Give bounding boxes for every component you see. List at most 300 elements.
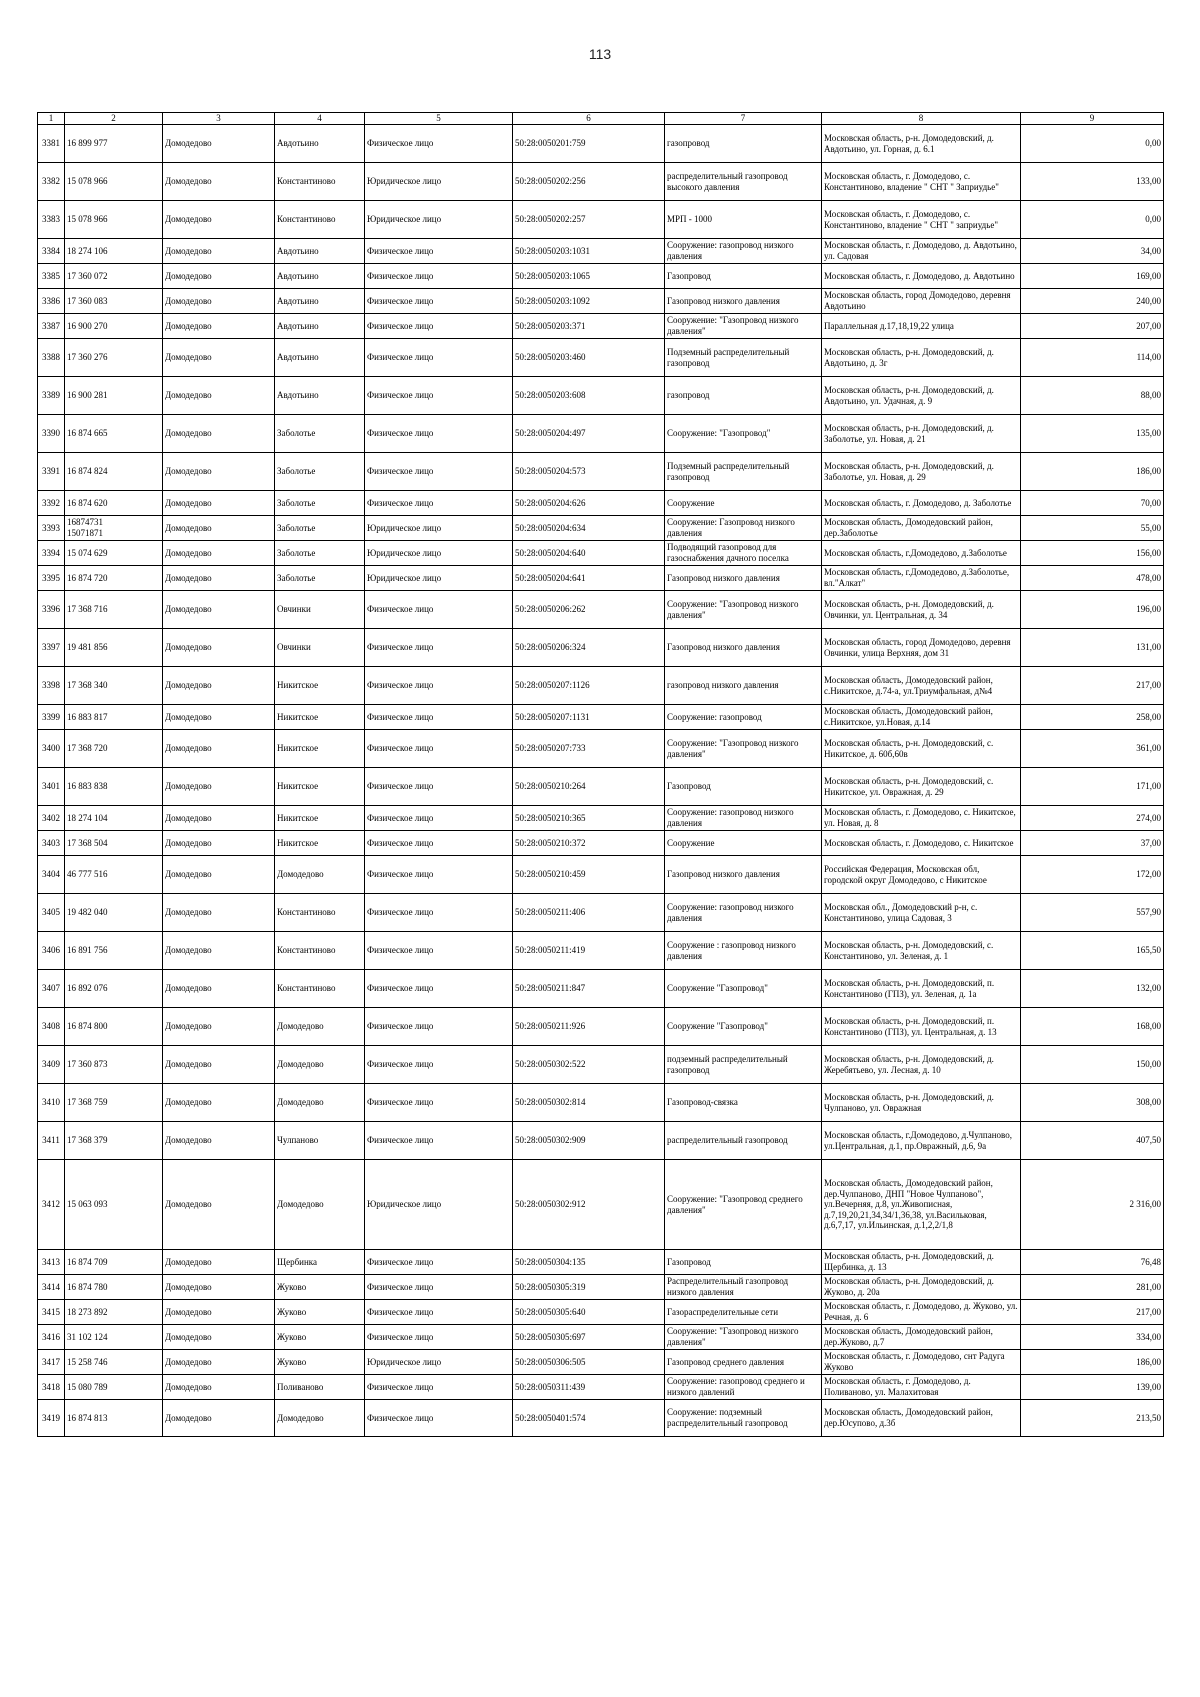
object-id: 17 360 083 (65, 289, 163, 314)
value-cell: 171,00 (1021, 768, 1164, 806)
value-cell: 334,00 (1021, 1325, 1164, 1350)
value-cell: 88,00 (1021, 377, 1164, 415)
object-id: 16 900 270 (65, 314, 163, 339)
district-cell: Домодедово (163, 289, 275, 314)
object-id: 19 481 856 (65, 629, 163, 667)
owner-type-cell: Физическое лицо (365, 730, 513, 768)
object-id: 15 074 629 (65, 541, 163, 566)
district-cell: Домодедово (163, 1046, 275, 1084)
value-cell: 217,00 (1021, 667, 1164, 705)
table-row (38, 1325, 1164, 1350)
owner-type-cell: Физическое лицо (365, 932, 513, 970)
value-cell: 308,00 (1021, 1084, 1164, 1122)
object-id: 16 874 665 (65, 415, 163, 453)
object-id: 46 777 516 (65, 856, 163, 894)
locality-cell: Константиново (275, 894, 365, 932)
cadastral-number-cell: 50:28:0050207:733 (513, 730, 665, 768)
value-cell: 150,00 (1021, 1046, 1164, 1084)
object-id: 16 874 780 (65, 1275, 163, 1300)
district-cell: Домодедово (163, 1375, 275, 1400)
cadastral-number-cell: 50:28:0050203:371 (513, 314, 665, 339)
object-id: 16 874 813 (65, 1400, 163, 1437)
row-number: 3385 (38, 264, 65, 289)
table-row (38, 264, 1164, 289)
table-row (38, 491, 1164, 516)
owner-type-cell: Физическое лицо (365, 1084, 513, 1122)
object-id: 17 368 716 (65, 591, 163, 629)
object-name-cell: Сооружение (665, 491, 822, 516)
address-cell: Московская область, город Домодедово, деревня Овчинки, улица Верхняя, дом 31 (822, 629, 1021, 667)
cadastral-number-cell: 50:28:0050211:419 (513, 932, 665, 970)
object-name-cell: Сооружение: газопровод среднего и низкого давлений (665, 1375, 822, 1400)
cadastral-number-cell: 50:28:0050210:372 (513, 831, 665, 856)
address-cell: Московская область, р-н. Домодедовский, п. Константиново (ГПЗ), ул. Зеленая, д. 1а (822, 970, 1021, 1008)
owner-type-cell: Юридическое лицо (365, 541, 513, 566)
value-cell: 186,00 (1021, 453, 1164, 491)
table-row (38, 541, 1164, 566)
address-cell: Московская область, р-н. Домодедовский, д. Жеребятьево, ул. Лесная, д. 10 (822, 1046, 1021, 1084)
district-cell: Домодедово (163, 1250, 275, 1275)
address-cell: Московская область, Домодедовский район, дер.Жуково, д.7 (822, 1325, 1021, 1350)
object-name-cell: Сооружение "Газопровод" (665, 1008, 822, 1046)
district-cell: Домодедово (163, 932, 275, 970)
object-id: 15 078 966 (65, 201, 163, 239)
object-name-cell: Сооружение: "Газопровод низкого давления" (665, 314, 822, 339)
cadastral-number-cell: 50:28:0050311:439 (513, 1375, 665, 1400)
table-row (38, 1084, 1164, 1122)
address-cell: Параллельная д.17,18,19,22 улица (822, 314, 1021, 339)
district-cell: Домодедово (163, 629, 275, 667)
address-cell: Московская область, г. Домодедово, д. Авдотьино (822, 264, 1021, 289)
locality-cell: Овчинки (275, 591, 365, 629)
locality-cell: Никитское (275, 806, 365, 831)
district-cell: Домодедово (163, 1008, 275, 1046)
owner-type-cell: Физическое лицо (365, 377, 513, 415)
column-header: 8 (822, 113, 1021, 125)
cadastral-number-cell: 50:28:0050211:406 (513, 894, 665, 932)
object-id: 17 360 072 (65, 264, 163, 289)
locality-cell: Домодедово (275, 856, 365, 894)
address-cell: Московская область, г. Домодедово, с. Константиново, владение " СНТ " Заприудье" (822, 163, 1021, 201)
object-name-cell: распределительный газопровод (665, 1122, 822, 1160)
locality-cell: Никитское (275, 705, 365, 730)
locality-cell: Авдотьино (275, 239, 365, 264)
locality-cell: Авдотьино (275, 339, 365, 377)
owner-type-cell: Физическое лицо (365, 1400, 513, 1437)
district-cell: Домодедово (163, 415, 275, 453)
owner-type-cell: Физическое лицо (365, 1250, 513, 1275)
address-cell: Московская область, г.Домодедово, д.Заболотье, вл."Алкат" (822, 566, 1021, 591)
address-cell: Московская область, г. Домодедово, д. Поливаново, ул. Малахитовая (822, 1375, 1021, 1400)
object-id: 17 368 379 (65, 1122, 163, 1160)
object-name-cell: Сооружение: подземный распределительный газопровод (665, 1400, 822, 1437)
cadastral-number-cell: 50:28:0050204:640 (513, 541, 665, 566)
object-id: 19 482 040 (65, 894, 163, 932)
value-cell: 169,00 (1021, 264, 1164, 289)
district-cell: Домодедово (163, 768, 275, 806)
object-name-cell: Газопровод среднего давления (665, 1350, 822, 1375)
cadastral-number-cell: 50:28:0050210:264 (513, 768, 665, 806)
locality-cell: Авдотьино (275, 289, 365, 314)
owner-type-cell: Физическое лицо (365, 264, 513, 289)
locality-cell: Никитское (275, 768, 365, 806)
row-number: 3389 (38, 377, 65, 415)
table-row (38, 201, 1164, 239)
object-id: 16 883 817 (65, 705, 163, 730)
value-cell: 186,00 (1021, 1350, 1164, 1375)
table-row (38, 1250, 1164, 1275)
value-cell: 557,90 (1021, 894, 1164, 932)
district-cell: Домодедово (163, 516, 275, 541)
locality-cell: Домодедово (275, 1084, 365, 1122)
owner-type-cell: Физическое лицо (365, 970, 513, 1008)
district-cell: Домодедово (163, 339, 275, 377)
row-number: 3383 (38, 201, 65, 239)
column-header: 9 (1021, 113, 1164, 125)
object-name-cell: Сооружение: газопровод низкого давления (665, 806, 822, 831)
object-id: 16 899 977 (65, 125, 163, 163)
address-cell: Московская область, г.Домодедово, д.Чулпаново, ул.Центральная, д.1, пр.Овражный, д.6, 9а (822, 1122, 1021, 1160)
address-cell: Московская область, р-н. Домодедовский, д. Авдотьино, ул. Горная, д. 6.1 (822, 125, 1021, 163)
object-name-cell: Сооружение: "Газопровод низкого давления" (665, 591, 822, 629)
value-cell: 361,00 (1021, 730, 1164, 768)
cadastral-number-cell: 50:28:0050202:256 (513, 163, 665, 201)
row-number: 3408 (38, 1008, 65, 1046)
table-row (38, 667, 1164, 705)
object-name-cell: газопровод (665, 125, 822, 163)
cadastral-number-cell: 50:28:0050203:1065 (513, 264, 665, 289)
owner-type-cell: Физическое лицо (365, 768, 513, 806)
row-number: 3412 (38, 1160, 65, 1250)
cadastral-number-cell: 50:28:0050211:847 (513, 970, 665, 1008)
address-cell: Московская область, Домодедовский район, дер.Заболотье (822, 516, 1021, 541)
table-row (38, 1300, 1164, 1325)
row-number: 3401 (38, 768, 65, 806)
value-cell: 213,50 (1021, 1400, 1164, 1437)
table-row (38, 1400, 1164, 1437)
locality-cell: Домодедово (275, 1008, 365, 1046)
owner-type-cell: Юридическое лицо (365, 1160, 513, 1250)
owner-type-cell: Физическое лицо (365, 831, 513, 856)
table-row (38, 932, 1164, 970)
address-cell: Московская область, р-н. Домодедовский, с. Никитское, д. 60б,60в (822, 730, 1021, 768)
table-row (38, 377, 1164, 415)
object-name-cell: Распределительный газопровод низкого давления (665, 1275, 822, 1300)
column-header: 6 (513, 113, 665, 125)
cadastral-number-cell: 50:28:0050206:324 (513, 629, 665, 667)
locality-cell: Чулпаново (275, 1122, 365, 1160)
cadastral-number-cell: 50:28:0050306:505 (513, 1350, 665, 1375)
locality-cell: Заболотье (275, 453, 365, 491)
locality-cell: Жуково (275, 1275, 365, 1300)
row-number: 3397 (38, 629, 65, 667)
object-name-cell: Сооружение: газопровод низкого давления (665, 239, 822, 264)
locality-cell: Авдотьино (275, 125, 365, 163)
row-number: 3394 (38, 541, 65, 566)
object-name-cell: Сооружение: "Газопровод низкого давления" (665, 1325, 822, 1350)
object-name-cell: Газопровод низкого давления (665, 856, 822, 894)
cadastral-number-cell: 50:28:0050302:912 (513, 1160, 665, 1250)
owner-type-cell: Физическое лицо (365, 1275, 513, 1300)
object-name-cell: МРП - 1000 (665, 201, 822, 239)
page-number: 113 (588, 46, 612, 62)
cadastral-number-cell: 50:28:0050305:319 (513, 1275, 665, 1300)
value-cell: 217,00 (1021, 1300, 1164, 1325)
registry-table (37, 112, 1164, 1437)
cadastral-number-cell: 50:28:0050302:522 (513, 1046, 665, 1084)
object-id: 18 273 892 (65, 1300, 163, 1325)
object-id: 15 063 093 (65, 1160, 163, 1250)
object-id: 16874731 15071871 (65, 516, 163, 541)
row-number: 3411 (38, 1122, 65, 1160)
row-number: 3407 (38, 970, 65, 1008)
table-row (38, 125, 1164, 163)
object-id: 18 274 104 (65, 806, 163, 831)
object-name-cell: Сооружение "Газопровод" (665, 970, 822, 1008)
table-row (38, 629, 1164, 667)
table-row (38, 314, 1164, 339)
object-id: 17 360 873 (65, 1046, 163, 1084)
owner-type-cell: Физическое лицо (365, 1300, 513, 1325)
locality-cell: Заболотье (275, 491, 365, 516)
row-number: 3391 (38, 453, 65, 491)
object-name-cell: Подземный распределительный газопровод (665, 453, 822, 491)
object-id: 17 368 340 (65, 667, 163, 705)
owner-type-cell: Физическое лицо (365, 1008, 513, 1046)
locality-cell: Заболотье (275, 566, 365, 591)
district-cell: Домодедово (163, 377, 275, 415)
object-name-cell: Газопровод-связка (665, 1084, 822, 1122)
cadastral-number-cell: 50:28:0050302:909 (513, 1122, 665, 1160)
district-cell: Домодедово (163, 591, 275, 629)
owner-type-cell: Физическое лицо (365, 806, 513, 831)
row-number: 3382 (38, 163, 65, 201)
table-body (38, 125, 1164, 1437)
row-number: 3400 (38, 730, 65, 768)
address-cell: Московская область, р-н. Домодедовский, д. Авдотьино, д. 3г (822, 339, 1021, 377)
table-row (38, 415, 1164, 453)
row-number: 3417 (38, 1350, 65, 1375)
object-id: 16 874 620 (65, 491, 163, 516)
owner-type-cell: Физическое лицо (365, 1325, 513, 1350)
address-cell: Московская область, г. Домодедово, с. Никитское, ул. Новая, д. 8 (822, 806, 1021, 831)
column-header: 2 (65, 113, 163, 125)
district-cell: Домодедово (163, 894, 275, 932)
district-cell: Домодедово (163, 705, 275, 730)
table-row (38, 163, 1164, 201)
table-row (38, 339, 1164, 377)
object-name-cell: Газопровод низкого давления (665, 629, 822, 667)
owner-type-cell: Физическое лицо (365, 1122, 513, 1160)
locality-cell: Константиново (275, 201, 365, 239)
locality-cell: Никитское (275, 831, 365, 856)
value-cell: 34,00 (1021, 239, 1164, 264)
district-cell: Домодедово (163, 1300, 275, 1325)
object-name-cell: Подземный распределительный газопровод (665, 339, 822, 377)
owner-type-cell: Физическое лицо (365, 705, 513, 730)
object-name-cell: распределительный газопровод высокого давления (665, 163, 822, 201)
object-id: 16 891 756 (65, 932, 163, 970)
object-name-cell: Сооружение: "Газопровод" (665, 415, 822, 453)
district-cell: Домодедово (163, 491, 275, 516)
object-id: 17 360 276 (65, 339, 163, 377)
address-cell: Московская область, р-н. Домодедовский, д. Жуково, д. 20а (822, 1275, 1021, 1300)
row-number: 3403 (38, 831, 65, 856)
cadastral-number-cell: 50:28:0050210:365 (513, 806, 665, 831)
value-cell: 132,00 (1021, 970, 1164, 1008)
cadastral-number-cell: 50:28:0050203:608 (513, 377, 665, 415)
cadastral-number-cell: 50:28:0050304:135 (513, 1250, 665, 1275)
address-cell: Московская область, р-н. Домодедовский, с. Никитское, ул. Овражная, д. 29 (822, 768, 1021, 806)
row-number: 3396 (38, 591, 65, 629)
address-cell: Московская область, г. Домодедово, д. Заболотье (822, 491, 1021, 516)
owner-type-cell: Физическое лицо (365, 125, 513, 163)
object-id: 16 874 824 (65, 453, 163, 491)
object-id: 15 258 746 (65, 1350, 163, 1375)
row-number: 3406 (38, 932, 65, 970)
value-cell: 478,00 (1021, 566, 1164, 591)
value-cell: 133,00 (1021, 163, 1164, 201)
value-cell: 131,00 (1021, 629, 1164, 667)
address-cell: Московская область, г. Домодедово, д. Жуково, ул. Речная, д. 6 (822, 1300, 1021, 1325)
value-cell: 156,00 (1021, 541, 1164, 566)
value-cell: 168,00 (1021, 1008, 1164, 1046)
row-number: 3409 (38, 1046, 65, 1084)
district-cell: Домодедово (163, 314, 275, 339)
table-row (38, 730, 1164, 768)
object-id: 15 080 789 (65, 1375, 163, 1400)
value-cell: 135,00 (1021, 415, 1164, 453)
value-cell: 37,00 (1021, 831, 1164, 856)
object-name-cell: Газопровод (665, 768, 822, 806)
owner-type-cell: Юридическое лицо (365, 516, 513, 541)
row-number: 3402 (38, 806, 65, 831)
value-cell: 2 316,00 (1021, 1160, 1164, 1250)
row-number: 3413 (38, 1250, 65, 1275)
address-cell: Московская область, г. Домодедово, с. Константиново, владение " СНТ " заприудье" (822, 201, 1021, 239)
object-id: 16 874 709 (65, 1250, 163, 1275)
address-cell: Московская область, р-н. Домодедовский, д. Овчинки, ул. Центральная, д. 34 (822, 591, 1021, 629)
row-number: 3399 (38, 705, 65, 730)
cadastral-number-cell: 50:28:0050210:459 (513, 856, 665, 894)
object-name-cell: Газопровод (665, 1250, 822, 1275)
row-number: 3388 (38, 339, 65, 377)
row-number: 3392 (38, 491, 65, 516)
header-row (38, 113, 1164, 125)
owner-type-cell: Физическое лицо (365, 591, 513, 629)
object-name-cell: газопровод низкого давления (665, 667, 822, 705)
object-id: 15 078 966 (65, 163, 163, 201)
owner-type-cell: Физическое лицо (365, 239, 513, 264)
object-name-cell: Сооружение: Газопровод низкого давления (665, 516, 822, 541)
district-cell: Домодедово (163, 239, 275, 264)
district-cell: Домодедово (163, 1400, 275, 1437)
owner-type-cell: Юридическое лицо (365, 566, 513, 591)
district-cell: Домодедово (163, 566, 275, 591)
table-row (38, 970, 1164, 1008)
cadastral-number-cell: 50:28:0050202:257 (513, 201, 665, 239)
owner-type-cell: Физическое лицо (365, 453, 513, 491)
locality-cell: Авдотьино (275, 377, 365, 415)
owner-type-cell: Физическое лицо (365, 856, 513, 894)
cadastral-number-cell: 50:28:0050302:814 (513, 1084, 665, 1122)
cadastral-number-cell: 50:28:0050401:574 (513, 1400, 665, 1437)
address-cell: Московская область, р-н. Домодедовский, д. Заболотье, ул. Новая, д. 21 (822, 415, 1021, 453)
locality-cell: Заболотье (275, 516, 365, 541)
object-id: 16 883 838 (65, 768, 163, 806)
locality-cell: Никитское (275, 667, 365, 705)
object-name-cell: Сооружение: газопровод низкого давления (665, 894, 822, 932)
object-name-cell: газопровод (665, 377, 822, 415)
cadastral-number-cell: 50:28:0050207:1131 (513, 705, 665, 730)
table-row (38, 516, 1164, 541)
address-cell: Московская область, Домодедовский район, дер.Чулпаново, ДНП "Новое Чулпаново", ул.Вечерняя, д.8, ул.Живописная, д.7,19,20,21,34,34/1,36,38, ул.Васильковая, д.6,7,17, ул.Ильинская, д.1,2,2/1,8 (822, 1160, 1021, 1250)
cadastral-number-cell: 50:28:0050207:1126 (513, 667, 665, 705)
table-row (38, 894, 1164, 932)
value-cell: 172,00 (1021, 856, 1164, 894)
owner-type-cell: Физическое лицо (365, 629, 513, 667)
table-row (38, 1375, 1164, 1400)
district-cell: Домодедово (163, 970, 275, 1008)
value-cell: 281,00 (1021, 1275, 1164, 1300)
row-number: 3390 (38, 415, 65, 453)
table-row (38, 591, 1164, 629)
object-name-cell: подземный распределительный газопровод (665, 1046, 822, 1084)
row-number: 3404 (38, 856, 65, 894)
object-name-cell: Сооружение (665, 831, 822, 856)
district-cell: Домодедово (163, 1350, 275, 1375)
cadastral-number-cell: 50:28:0050206:262 (513, 591, 665, 629)
district-cell: Домодедово (163, 1160, 275, 1250)
object-id: 16 892 076 (65, 970, 163, 1008)
owner-type-cell: Физическое лицо (365, 339, 513, 377)
locality-cell: Константиново (275, 970, 365, 1008)
locality-cell: Константиново (275, 932, 365, 970)
address-cell: Российская Федерация, Московская обл, городской округ Домодедово, с Никитское (822, 856, 1021, 894)
locality-cell: Домодедово (275, 1160, 365, 1250)
table-row (38, 1160, 1164, 1250)
address-cell: Московская область, р-н. Домодедовский, п. Константиново (ГПЗ), ул. Центральная, д. 13 (822, 1008, 1021, 1046)
cadastral-number-cell: 50:28:0050204:634 (513, 516, 665, 541)
value-cell: 55,00 (1021, 516, 1164, 541)
district-cell: Домодедово (163, 201, 275, 239)
locality-cell: Жуково (275, 1350, 365, 1375)
district-cell: Домодедово (163, 831, 275, 856)
address-cell: Московская обл., Домодедовский р-н, с. Константиново, улица Садовая, 3 (822, 894, 1021, 932)
row-number: 3418 (38, 1375, 65, 1400)
row-number: 3415 (38, 1300, 65, 1325)
column-header: 5 (365, 113, 513, 125)
object-name-cell: Сооружение: газопровод (665, 705, 822, 730)
row-number: 3416 (38, 1325, 65, 1350)
address-cell: Московская область, г. Домодедово, д. Авдотьино, ул. Садовая (822, 239, 1021, 264)
object-id: 18 274 106 (65, 239, 163, 264)
value-cell: 240,00 (1021, 289, 1164, 314)
cadastral-number-cell: 50:28:0050305:697 (513, 1325, 665, 1350)
value-cell: 165,50 (1021, 932, 1164, 970)
locality-cell: Константиново (275, 163, 365, 201)
object-id: 31 102 124 (65, 1325, 163, 1350)
address-cell: Московская область, Домодедовский район, с.Никитское, д.74-а, ул.Триумфальная, д№4 (822, 667, 1021, 705)
value-cell: 196,00 (1021, 591, 1164, 629)
address-cell: Московская область, город Домодедово, деревня Авдотьино (822, 289, 1021, 314)
row-number: 3398 (38, 667, 65, 705)
cadastral-number-cell: 50:28:0050203:1031 (513, 239, 665, 264)
locality-cell: Авдотьино (275, 314, 365, 339)
owner-type-cell: Физическое лицо (365, 667, 513, 705)
table-row (38, 1122, 1164, 1160)
row-number: 3393 (38, 516, 65, 541)
